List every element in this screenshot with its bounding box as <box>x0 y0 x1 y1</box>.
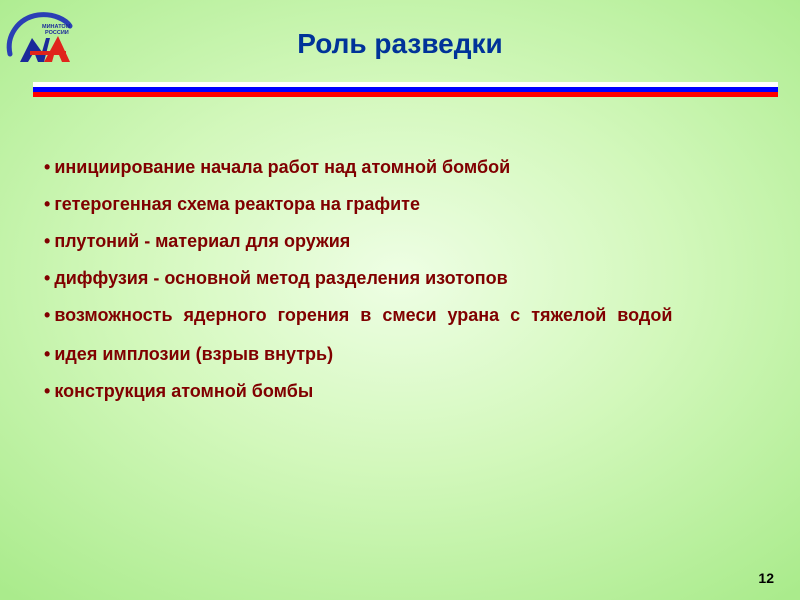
bullet-text: идея имплозии (взрыв внутрь) <box>54 344 334 364</box>
bullet-mark: • <box>44 344 51 364</box>
bullet-mark: • <box>44 268 51 288</box>
bullet-mark: • <box>44 157 51 177</box>
bullet-item <box>44 194 737 214</box>
logo-text-line1: МИНАТОМ <box>42 24 71 30</box>
bullet-item <box>44 157 737 177</box>
bullet-mark: • <box>44 231 51 251</box>
bullet-item <box>44 268 737 288</box>
bullet-text: возможность ядерного горения в смеси урана с тяжелой водой <box>54 305 673 325</box>
bullet-item <box>44 231 737 251</box>
bullet-text: диффузия - основной метод разделения изотопов <box>54 268 508 288</box>
tricolor-divider <box>33 82 778 97</box>
bullet-mark: • <box>44 194 51 214</box>
bullet-text: плутоний - материал для оружия <box>54 231 351 251</box>
bullet-text: гетерогенная схема реактора на графите <box>54 194 420 214</box>
bullet-mark: • <box>44 381 51 401</box>
slide-title: Роль разведки <box>297 28 503 59</box>
logo-text-line2: РОССИИ <box>45 30 69 36</box>
bullet-item <box>44 344 737 364</box>
bullet-list <box>44 157 737 418</box>
bullet-mark: • <box>44 305 51 325</box>
bullet-item <box>44 381 737 401</box>
bullet-item <box>44 305 737 325</box>
bullet-text: инициирование начала работ над атомной бомбой <box>54 157 511 177</box>
bullet-text: конструкция атомной бомбы <box>54 381 314 401</box>
page-number: 12 <box>758 570 774 586</box>
flag-stripe-red <box>33 92 778 97</box>
